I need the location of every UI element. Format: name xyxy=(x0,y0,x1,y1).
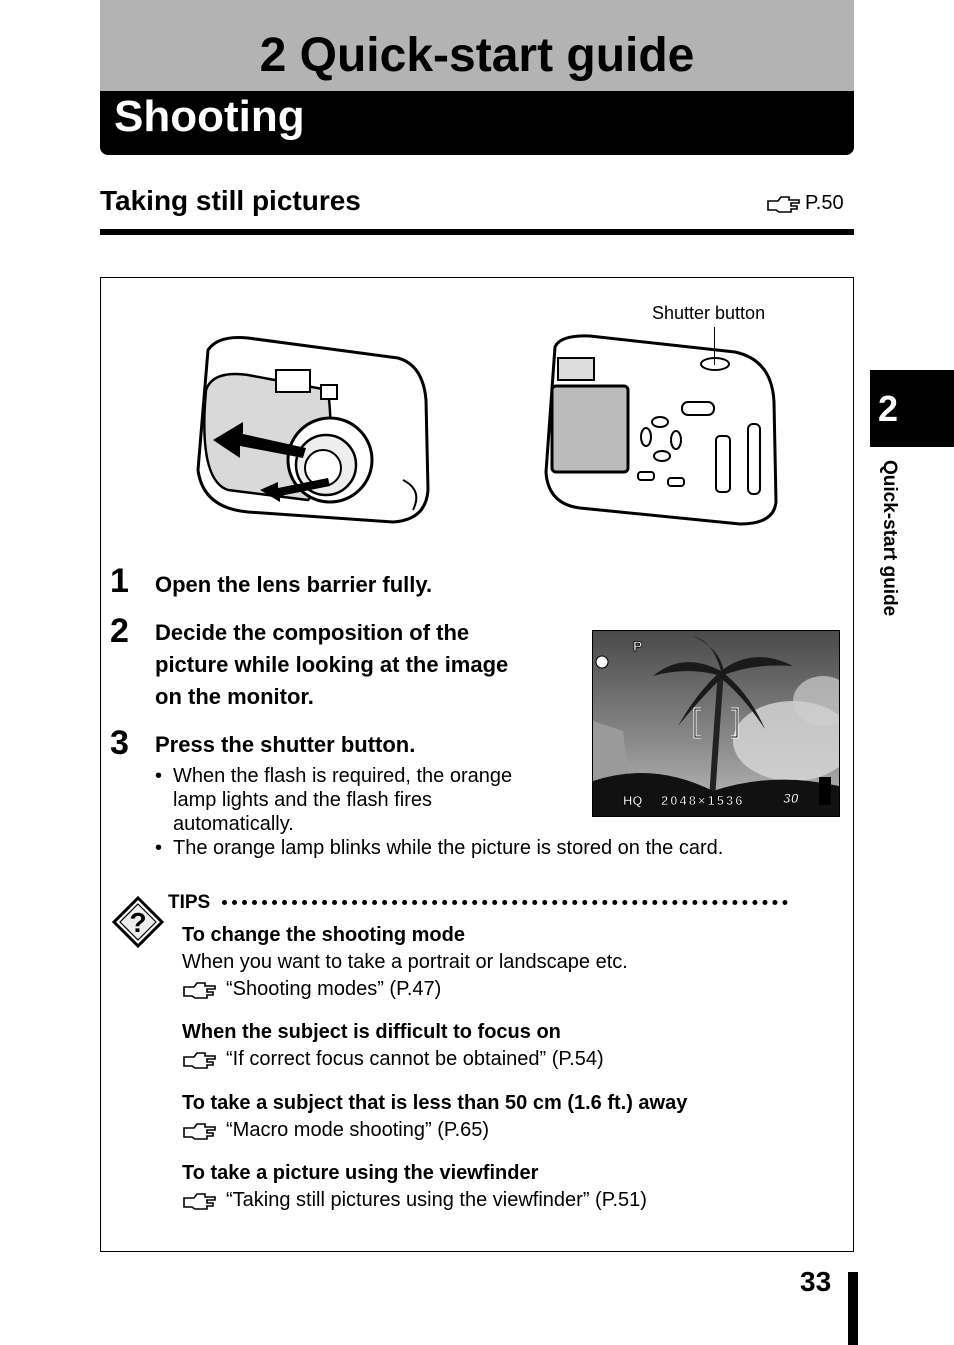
bullet-text: When the flash is required, the orange lamp lights and the flash fires automatically. xyxy=(173,765,513,835)
chapter-title: 2 Quick-start guide xyxy=(259,29,695,82)
monitor-preview xyxy=(592,630,840,817)
tip-reference[interactable] xyxy=(182,1048,604,1071)
bullet-marker: • xyxy=(155,837,163,859)
tip-reference-text: “If correct focus cannot be obtained” (P.54) xyxy=(226,1048,604,1070)
palm-tree-photo xyxy=(593,631,839,816)
step-number: 2 xyxy=(110,612,129,650)
step-number: 1 xyxy=(110,562,129,600)
step-number: 3 xyxy=(110,724,129,762)
monitor-quality: HQ xyxy=(623,793,643,808)
tip-reference-text: “Shooting modes” (P.47) xyxy=(226,978,442,1000)
tip-heading: To take a subject that is less than 50 cm (1.6 ft.) away xyxy=(182,1092,688,1114)
question-diamond-icon xyxy=(112,896,164,948)
bullet-marker: • xyxy=(155,765,163,787)
tip-reference-text: “Macro mode shooting” (P.65) xyxy=(226,1119,490,1141)
bullet-text: The orange lamp blinks while the picture is stored on the card. xyxy=(173,837,724,859)
tip-reference[interactable] xyxy=(182,978,441,1001)
shutter-button-label: Shutter button xyxy=(652,303,766,323)
camera-front-illustration xyxy=(188,330,433,530)
battery-icon xyxy=(819,777,831,805)
section-title: Shooting xyxy=(114,92,305,141)
chapter-tab-number: 2 xyxy=(878,388,899,429)
tip-text: When you want to take a portrait or landscape etc. xyxy=(182,951,628,973)
tip-heading: When the subject is difficult to focus on xyxy=(182,1021,561,1043)
heading-rule xyxy=(100,229,854,235)
subheading-title: Taking still pictures xyxy=(100,185,361,216)
shutter-leader-line xyxy=(714,327,715,365)
step-text: Decide the composition of the picture while looking at the image on the monitor. xyxy=(155,620,509,709)
page-marker-bar xyxy=(848,1272,858,1345)
tip-reference-text: “Taking still pictures using the viewfinder” (P.51) xyxy=(226,1189,647,1211)
step-text: Press the shutter button. xyxy=(155,732,416,757)
chapter-tab-label: Quick-start guide xyxy=(879,460,900,617)
pointing-hand-icon xyxy=(182,1190,218,1212)
step-text: Open the lens barrier fully. xyxy=(155,572,433,597)
reference-page: P.50 xyxy=(805,192,844,214)
tip-reference[interactable] xyxy=(182,1119,489,1142)
monitor-count: 30 xyxy=(783,790,799,806)
tip-heading: To take a picture using the viewfinder xyxy=(182,1162,539,1184)
tip-heading: To change the shooting mode xyxy=(182,924,465,946)
pointing-hand-icon xyxy=(182,979,218,1001)
tip-reference[interactable] xyxy=(182,1189,647,1212)
monitor-resolution: 2048×1536 xyxy=(661,793,745,808)
monitor-mode: P xyxy=(633,638,643,654)
page-number: 33 xyxy=(800,1266,832,1297)
pointing-hand-icon xyxy=(766,193,802,215)
tips-label: TIPS xyxy=(168,892,211,913)
subheading-reference[interactable] xyxy=(766,192,844,215)
pointing-hand-icon xyxy=(182,1120,218,1142)
pointing-hand-icon xyxy=(182,1049,218,1071)
svg-text:?: ? xyxy=(129,907,147,938)
tips-dotted-rule xyxy=(222,900,788,905)
camera-back-illustration xyxy=(540,332,780,528)
